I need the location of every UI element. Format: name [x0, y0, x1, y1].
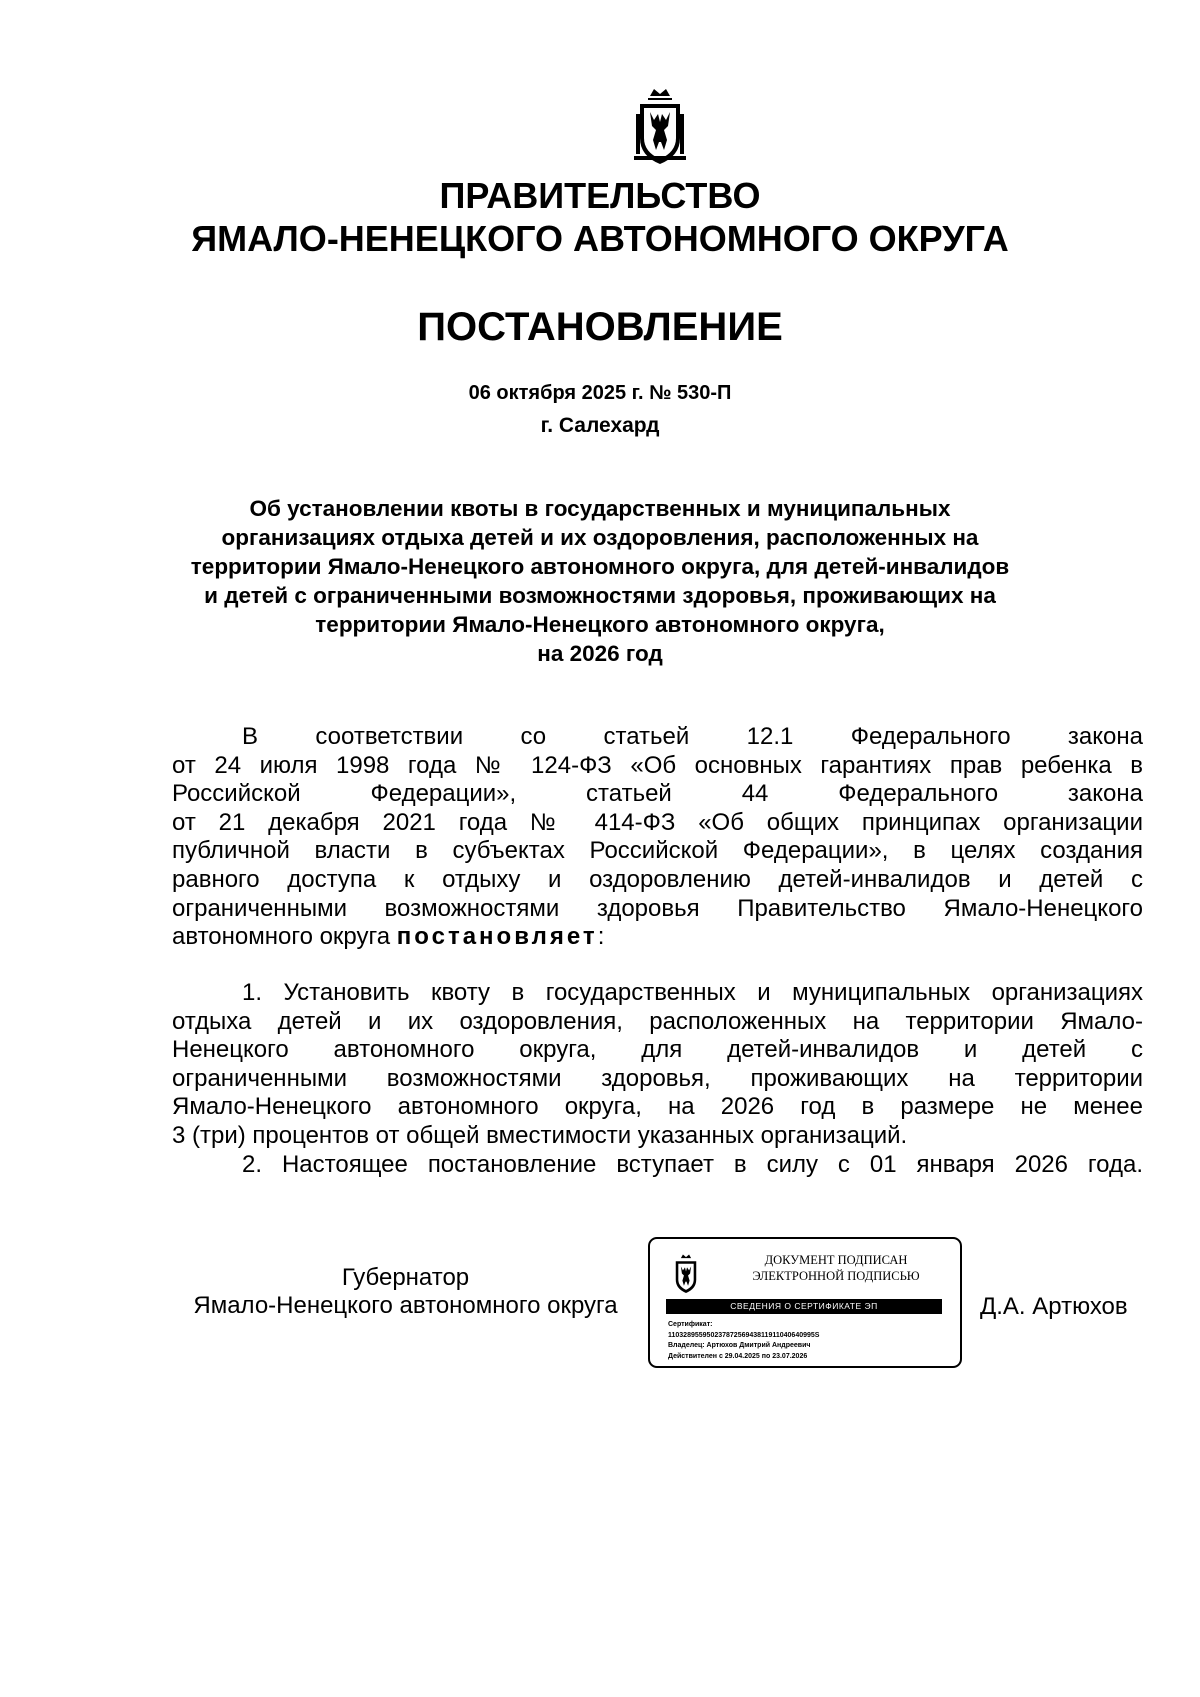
title-line: и детей с ограниченными возможностями здоровья, проживающих на — [204, 583, 996, 608]
preamble-last-suffix: : — [597, 923, 605, 951]
preamble-line: Российской Федерации», статьей 44 Федерального закона — [172, 780, 1143, 808]
item-2-paragraph — [172, 1151, 1143, 1180]
title-line: Об установлении квоты в государственных и муниципальных — [249, 496, 951, 521]
preamble-last-line — [172, 923, 1143, 952]
certificate-label: Сертификат: — [668, 1321, 713, 1328]
document-title — [150, 494, 1050, 668]
electronic-signature-stamp — [648, 1237, 962, 1368]
stamp-title-line1: ДОКУМЕНТ ПОДПИСАН — [764, 1253, 908, 1267]
certificate-info-bar: СВЕДЕНИЯ О СЕРТИФИКАТЕ ЭП — [666, 1299, 942, 1314]
item-1-line: отдыха детей и их оздоровления, расположенных на территории Ямало- — [172, 1007, 1143, 1035]
item-1-line: 1. Установить квоту в государственных и муниципальных организациях — [242, 979, 1143, 1006]
city: г. Салехард — [540, 414, 660, 437]
signatory-position-line1: Губернатор — [341, 1264, 470, 1291]
preamble-line: от 24 июля 1998 года № 124-ФЗ «Об основных гарантиях прав ребенка в — [172, 751, 1143, 779]
signatory-position-line2: Ямало-Ненецкого автономного округа — [193, 1292, 618, 1319]
item-1-line: Ненецкого автономного округа, для детей-инвалидов и детей с — [172, 1036, 1143, 1064]
signatory-name: Д.А. Артюхов — [980, 1293, 1128, 1320]
preamble-line: публичной власти в субъектах Российской Федерации», в целях создания — [172, 837, 1143, 865]
stamp-title — [716, 1252, 956, 1284]
signatory-position — [172, 1264, 639, 1320]
title-line: территории Ямало-Ненецкого автономного округа, для детей-инвалидов — [190, 554, 1010, 579]
preamble-paragraph — [172, 723, 1143, 952]
preamble-line: ограниченными возможностями здоровья Правительство Ямало-Ненецкого — [172, 894, 1143, 922]
organization-name-line2: ЯМАЛО-НЕНЕЦКОГО АВТОНОМНОГО ОКРУГА — [191, 218, 1009, 259]
certificate-validity: Действителен с 29.04.2025 по 23.07.2026 — [668, 1352, 808, 1360]
certificate-owner: Владелец: Артюхов Дмитрий Андреевич — [668, 1342, 811, 1349]
document-type: ПОСТАНОВЛЕНИЕ — [417, 305, 783, 349]
item-1-paragraph — [172, 979, 1143, 1151]
stamp-coat-of-arms-icon — [672, 1253, 700, 1295]
stamp-title-line2: ЭЛЕКТРОННОЙ ПОДПИСЬЮ — [752, 1269, 920, 1283]
preamble-last-prefix: автономного округа — [172, 923, 397, 951]
date-and-number: 06 октября 2025 г. № 530-П — [468, 382, 732, 404]
preamble-line: равного доступа к отдыху и оздоровлению детей-инвалидов и детей с — [172, 865, 1143, 893]
item-1-line: 3 (три) процентов от общей вместимости указанных организаций. — [172, 1121, 908, 1149]
title-line: территории Ямало-Ненецкого автономного округа, — [315, 612, 885, 637]
organization-name-line1: ПРАВИТЕЛЬСТВО — [439, 175, 761, 216]
item-1-line: ограниченными возможностями здоровья, проживающих на территории — [172, 1064, 1143, 1092]
item-2-line: 2. Настоящее постановление вступает в силу с 01 января 2026 года. — [242, 1151, 1143, 1178]
preamble-line: от 21 декабря 2021 года № 414-ФЗ «Об общих принципах организации — [172, 808, 1143, 836]
certificate-details — [668, 1320, 948, 1362]
resolves-keyword: постановляет — [396, 923, 598, 951]
title-line: организациях отдыха детей и их оздоровления, расположенных на — [221, 525, 979, 550]
coat-of-arms-icon — [634, 86, 686, 168]
preamble-line: В соответствии со статьей 12.1 Федерального закона — [242, 723, 1143, 750]
certificate-number: 11032895595023787256943811911040640995S — [668, 1331, 820, 1339]
title-line: на 2026 год — [537, 641, 663, 666]
item-1-line: Ямало-Ненецкого автономного округа, на 2026 год в размере не менее — [172, 1093, 1143, 1121]
